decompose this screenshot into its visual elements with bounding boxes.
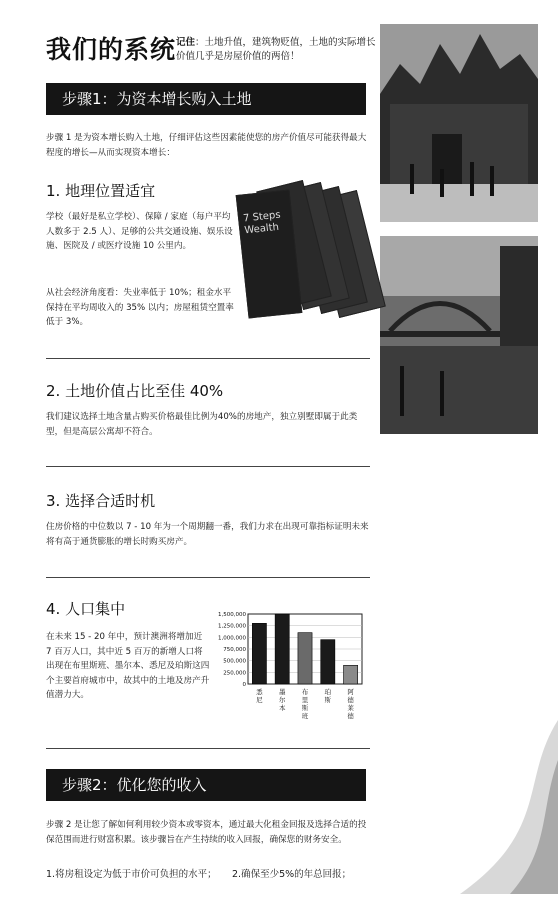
chart-x-tick-label: 珀: [324, 688, 332, 696]
decorative-wave: [400, 720, 558, 894]
section2-paragraph: 我们建议选择土地含量占购买价格最佳比例为40%的房地产，独立别墅即属于此类型，但是高层公寓却不符合。: [46, 412, 358, 437]
chart-bar: [252, 623, 266, 684]
harbour-bridge-photo: [380, 236, 538, 434]
booklets-illustration: [238, 176, 374, 336]
chart-y-tick-label: 1,250,000: [218, 623, 246, 630]
section3-paragraph: 住房价格的中位数以 7 - 10 年为一个周期翻一番，我们力求在出现可靠指标证明未来将有高于通货膨胀的增长时购买房产。: [46, 522, 369, 547]
chart-x-tick-label: 布: [301, 688, 309, 696]
divider-4: [46, 748, 370, 749]
chart-bar: [275, 614, 289, 684]
section3-heading: 3. 选择合适时机: [46, 492, 156, 510]
divider-2: [46, 466, 370, 467]
note-text: ：土地升值，建筑物贬值，土地的实际增长价值几乎是房屋价值的两倍！: [176, 37, 376, 62]
header-note: [176, 36, 376, 64]
section4-heading: 4. 人口集中: [46, 600, 126, 618]
population-chart-svg: [212, 608, 370, 748]
building-photo-graphic: [380, 24, 538, 222]
chart-x-tick-label: 阿: [347, 688, 354, 696]
chart-x-tick-label: 里: [301, 696, 309, 704]
chart-y-tick-label: 1,000,000: [218, 635, 246, 642]
harbour-bridge-graphic: [380, 236, 538, 434]
step2-banner: 步骤2：优化您的收入: [46, 769, 366, 801]
chart-x-tick-label: 班: [301, 712, 309, 720]
decorative-wave-graphic: [400, 720, 558, 894]
chart-bar: [344, 665, 358, 684]
section2-heading: 2. 土地价值占比至佳 40%: [46, 382, 224, 400]
chart-x-tick-label: 德: [347, 696, 354, 704]
building-photo: [380, 24, 538, 222]
chart-y-tick-label: 750,000: [223, 647, 246, 653]
chart-y-tick-label: 1,500,000: [218, 612, 246, 618]
section1-heading: 1. 地理位置适宜: [46, 182, 156, 200]
chart-x-tick-label: 莱: [347, 704, 354, 712]
section1-paragraph-1: 学校（最好是私立学校）、保障 / 家庭（每户平均人数多于 2.5 人）、足够的公共交通设施、娱乐设施、医院及 / 或医疗设施 10 公里内。: [46, 212, 233, 251]
chart-y-tick-label: 500,000: [223, 658, 246, 665]
step1-intro: 步骤 1 是为资本增长购入土地，仔细评估这些因素能使您的房产价值尽可能获得最大程度的增长—从而实现资本增长：: [46, 133, 367, 158]
chart-x-tick-label: 墨: [278, 688, 286, 696]
chart-x-tick-label: 斯: [301, 704, 309, 712]
step2-item-2: 2.确保至少5%的年总回报；: [232, 869, 352, 880]
page-title: 我们的系统: [46, 35, 177, 64]
chart-x-tick-label: 尼: [256, 696, 263, 704]
note-label: 记住: [176, 37, 196, 48]
step1-banner: 步骤1：为资本增长购入土地: [46, 83, 366, 115]
section4-paragraph: 在未来 15 - 20 年中，预计澳洲将增加近 7 百万人口，其中近 5 百万的新增人口将出现在布里斯班、墨尔本、悉尼及珀斯这四个主要首府城市中，故其中的土地及房产升值潜力大。: [46, 632, 210, 700]
step2-item-1: 1.将房租设定为低于市价可负担的水平；: [46, 869, 217, 880]
chart-bar: [298, 633, 312, 684]
booklet-cover-text: 7 Steps Wealth: [242, 209, 282, 237]
divider-1: [46, 358, 370, 359]
chart-bar: [321, 640, 335, 684]
chart-x-tick-label: 德: [347, 712, 354, 720]
step2-intro: 步骤 2 是让您了解如何利用较少资本或零资本，通过最大化租金回报及选择合适的投保范围而进行财富积累。该步骤旨在产生持续的收入回报，确保您的财务安全。: [46, 820, 367, 845]
section1-paragraph-2: 从社会经济角度看：失业率低于 10%；租金水平保持在平均周收入的 35% 以内；房屋租赁空置率低于 3%。: [46, 288, 234, 327]
chart-y-tick-label: 0: [242, 682, 246, 688]
chart-x-tick-label: 悉: [256, 688, 263, 696]
chart-x-tick-label: 斯: [324, 696, 332, 704]
chart-y-tick-label: 250,000: [223, 670, 246, 677]
divider-3: [46, 577, 370, 578]
population-chart: [212, 608, 370, 748]
chart-x-tick-label: 尔: [278, 696, 286, 704]
chart-x-tick-label: 本: [278, 704, 286, 712]
